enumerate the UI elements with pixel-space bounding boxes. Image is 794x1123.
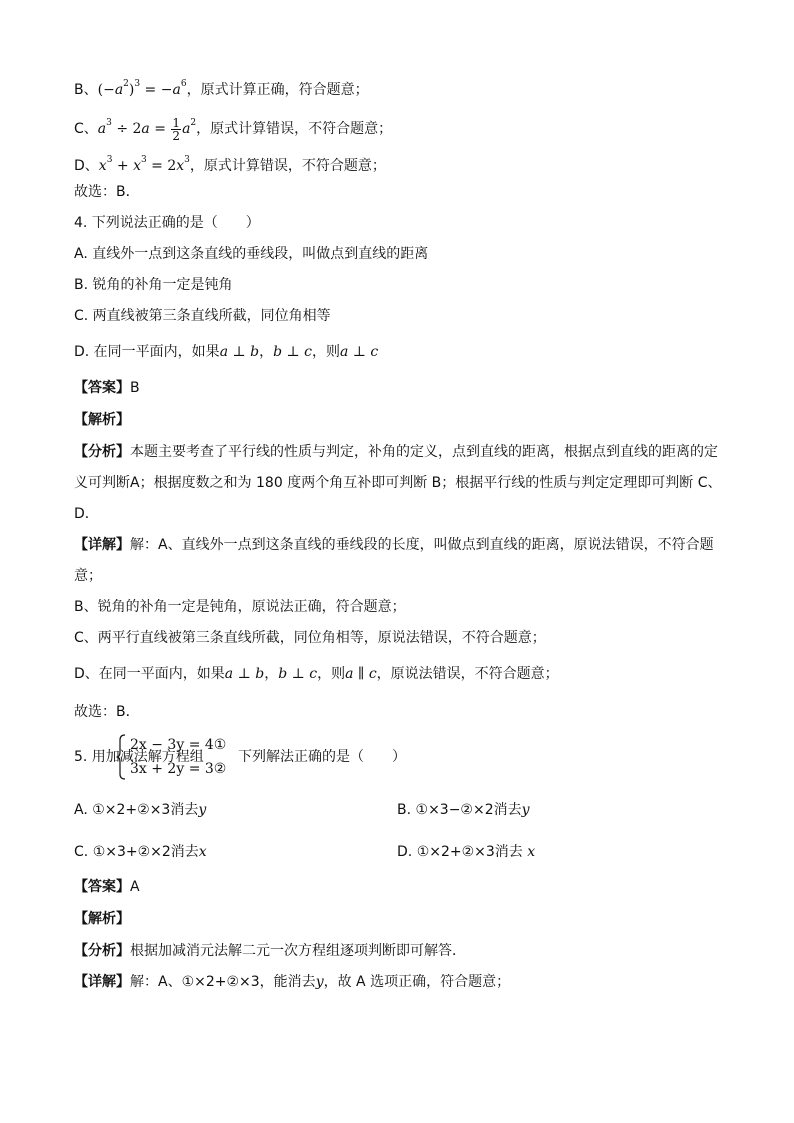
q4-xiangjie-d-formula-3: a ∥ c xyxy=(345,666,377,682)
q5-answer-tag: 【答案】 xyxy=(74,879,130,895)
left-brace-icon xyxy=(116,734,126,780)
q5-option-c-label: C. xyxy=(74,844,89,860)
q4-xiangjie-b: B、锐角的补角一定是钝角，原说法正确，符合题意； xyxy=(74,599,406,615)
q5-answer xyxy=(74,877,140,897)
choose-line-1: 故选：B． xyxy=(74,184,140,200)
q5-option-c xyxy=(74,842,207,862)
q4-xiangjie-d-mid2: ，则 xyxy=(317,666,346,682)
q5-option-a-text: ①×2+②×3消去 xyxy=(92,802,199,818)
q5-fenxi-text: 根据加减消元法解二元一次方程组逐项判断即可解答． xyxy=(130,943,466,959)
q5-option-d-var: x xyxy=(527,844,536,860)
q4-d-formula-3: a ⊥ c xyxy=(339,344,379,360)
item-b-prefix: B、 xyxy=(74,82,98,98)
q5-xiangjie-suffix: ，故 A 选项正确，符合题意； xyxy=(323,974,511,990)
choose-line-2: 故选：B． xyxy=(74,704,140,720)
q4-fenxi-3: D． xyxy=(74,506,99,522)
q4-xiangjie-d-mid: ， xyxy=(264,666,279,682)
q5-fenxi xyxy=(74,941,466,961)
q4-answer-tag: 【答案】 xyxy=(74,380,130,396)
q4-fenxi-2: 义可判断A；根据度数之和为 180 度两个角互补即可判断 B；根据平行线的性质与判定定理即可判断 C、 xyxy=(74,475,722,491)
q4-d-formula-2: b ⊥ c xyxy=(273,344,312,360)
q4-d-mid: ， xyxy=(259,344,274,360)
q4-d-mid2: ，则 xyxy=(311,344,340,360)
q4-stem: 4. 下列说法正确的是（ ） xyxy=(74,215,260,231)
q5-option-a-label: A. xyxy=(74,802,88,818)
q5-option-b-text: ①×3−②×2消去 xyxy=(415,802,522,818)
q4-xiangjie-d-suffix: ，原说法错误，不符合题意； xyxy=(376,666,559,682)
item-d-suffix: ，原式计算错误，不符合题意； xyxy=(189,158,386,174)
q4-answer-value: B xyxy=(130,380,140,396)
item-c-line xyxy=(74,113,392,142)
item-b-suffix: ，原式计算正确，符合题意； xyxy=(186,82,369,98)
q5-option-c-text: ①×3+②×2消去 xyxy=(92,844,199,860)
q4-xiangjie-d-prefix: D、在同一平面内，如果 xyxy=(74,666,225,682)
q5-fenxi-tag: 【分析】 xyxy=(74,943,130,959)
q5-xiangjie-prefix: 解：A、①×2+②×3，能消去 xyxy=(130,974,316,990)
item-c-prefix: C、 xyxy=(74,121,98,137)
q5-option-d xyxy=(397,842,535,862)
q4-fenxi-1 xyxy=(74,442,718,462)
q4-option-d xyxy=(74,342,378,362)
item-b-formula: $(-a^2)^3 = -a^6$ xyxy=(97,79,187,98)
q5-option-b xyxy=(397,800,530,820)
q4-xiangjie-tag: 【详解】 xyxy=(74,537,130,553)
item-d-line xyxy=(74,150,386,176)
q4-option-c: C. 两直线被第三条直线所截，同位角相等 xyxy=(74,308,331,324)
q5-option-d-label: D. xyxy=(397,844,413,860)
q5-option-a-var: y xyxy=(198,802,207,818)
q5-option-c-var: x xyxy=(198,844,207,860)
q5-option-b-var: y xyxy=(521,802,530,818)
item-c-suffix: ，原式计算错误，不符合题意； xyxy=(196,121,393,137)
q4-xiangjie-d-formula-1: a ⊥ b xyxy=(224,666,265,682)
q5-xiangjie-tag: 【详解】 xyxy=(74,974,130,990)
q5-equation-1: 2x − 3y = 4① xyxy=(130,737,227,753)
q5-option-a xyxy=(74,800,206,820)
q5-xiangjie-var: y xyxy=(315,974,324,990)
q5-option-b-label: B. xyxy=(397,802,412,818)
q4-xiangjie-d xyxy=(74,664,559,684)
item-c-formula: $a^3 \div 2a$ = $\frac{1}{2}$ $a^2$ xyxy=(97,115,197,143)
q4-option-b: B. 锐角的补角一定是钝角 xyxy=(74,277,233,293)
q5-equation-2: 3x + 2y = 3② xyxy=(130,761,227,777)
q4-xiangjie-2: 意； xyxy=(74,568,102,584)
q4-answer xyxy=(74,378,140,398)
q4-xiangjie-c: C、两平行直线被第三条直线所截，同位角相等，原说法错误，不符合题意； xyxy=(74,630,546,646)
q5-analysis-tag: 【解析】 xyxy=(74,911,130,927)
q4-xiangjie-1 xyxy=(74,535,714,555)
q4-xiangjie-text-1: 解：A、直线外一点到这条直线的垂线段的长度，叫做点到直线的距离，原说法错误，不符合题 xyxy=(130,537,714,553)
q4-d-formula-1: a ⊥ b xyxy=(219,344,260,360)
q4-analysis-tag: 【解析】 xyxy=(74,412,130,428)
q4-fenxi-tag: 【分析】 xyxy=(74,444,130,460)
item-b-line xyxy=(74,74,369,100)
q5-answer-value: A xyxy=(130,879,140,895)
item-d-prefix: D、 xyxy=(74,158,99,174)
q4-xiangjie-d-formula-2: b ⊥ c xyxy=(278,666,318,682)
q4-option-a: A. 直线外一点到这条直线的垂线段，叫做点到直线的距离 xyxy=(74,246,429,262)
q4-d-prefix: D. 在同一平面内，如果 xyxy=(74,344,220,360)
item-d-formula: $x^3 + x^3 = 2x^3$ xyxy=(98,155,190,174)
q4-fenxi-text-1: 本题主要考查了平行线的性质与判定，补角的定义，点到直线的距离，根据点到直线的距离的定 xyxy=(130,444,718,460)
q5-stem-prefix: 5. 用加减法解方程组 xyxy=(74,749,204,765)
q5-option-d-text: ①×2+②×3消去 xyxy=(416,844,523,860)
q5-xiangjie xyxy=(74,972,510,992)
q5-stem-suffix: 下列解法正确的是（ ） xyxy=(238,749,406,765)
